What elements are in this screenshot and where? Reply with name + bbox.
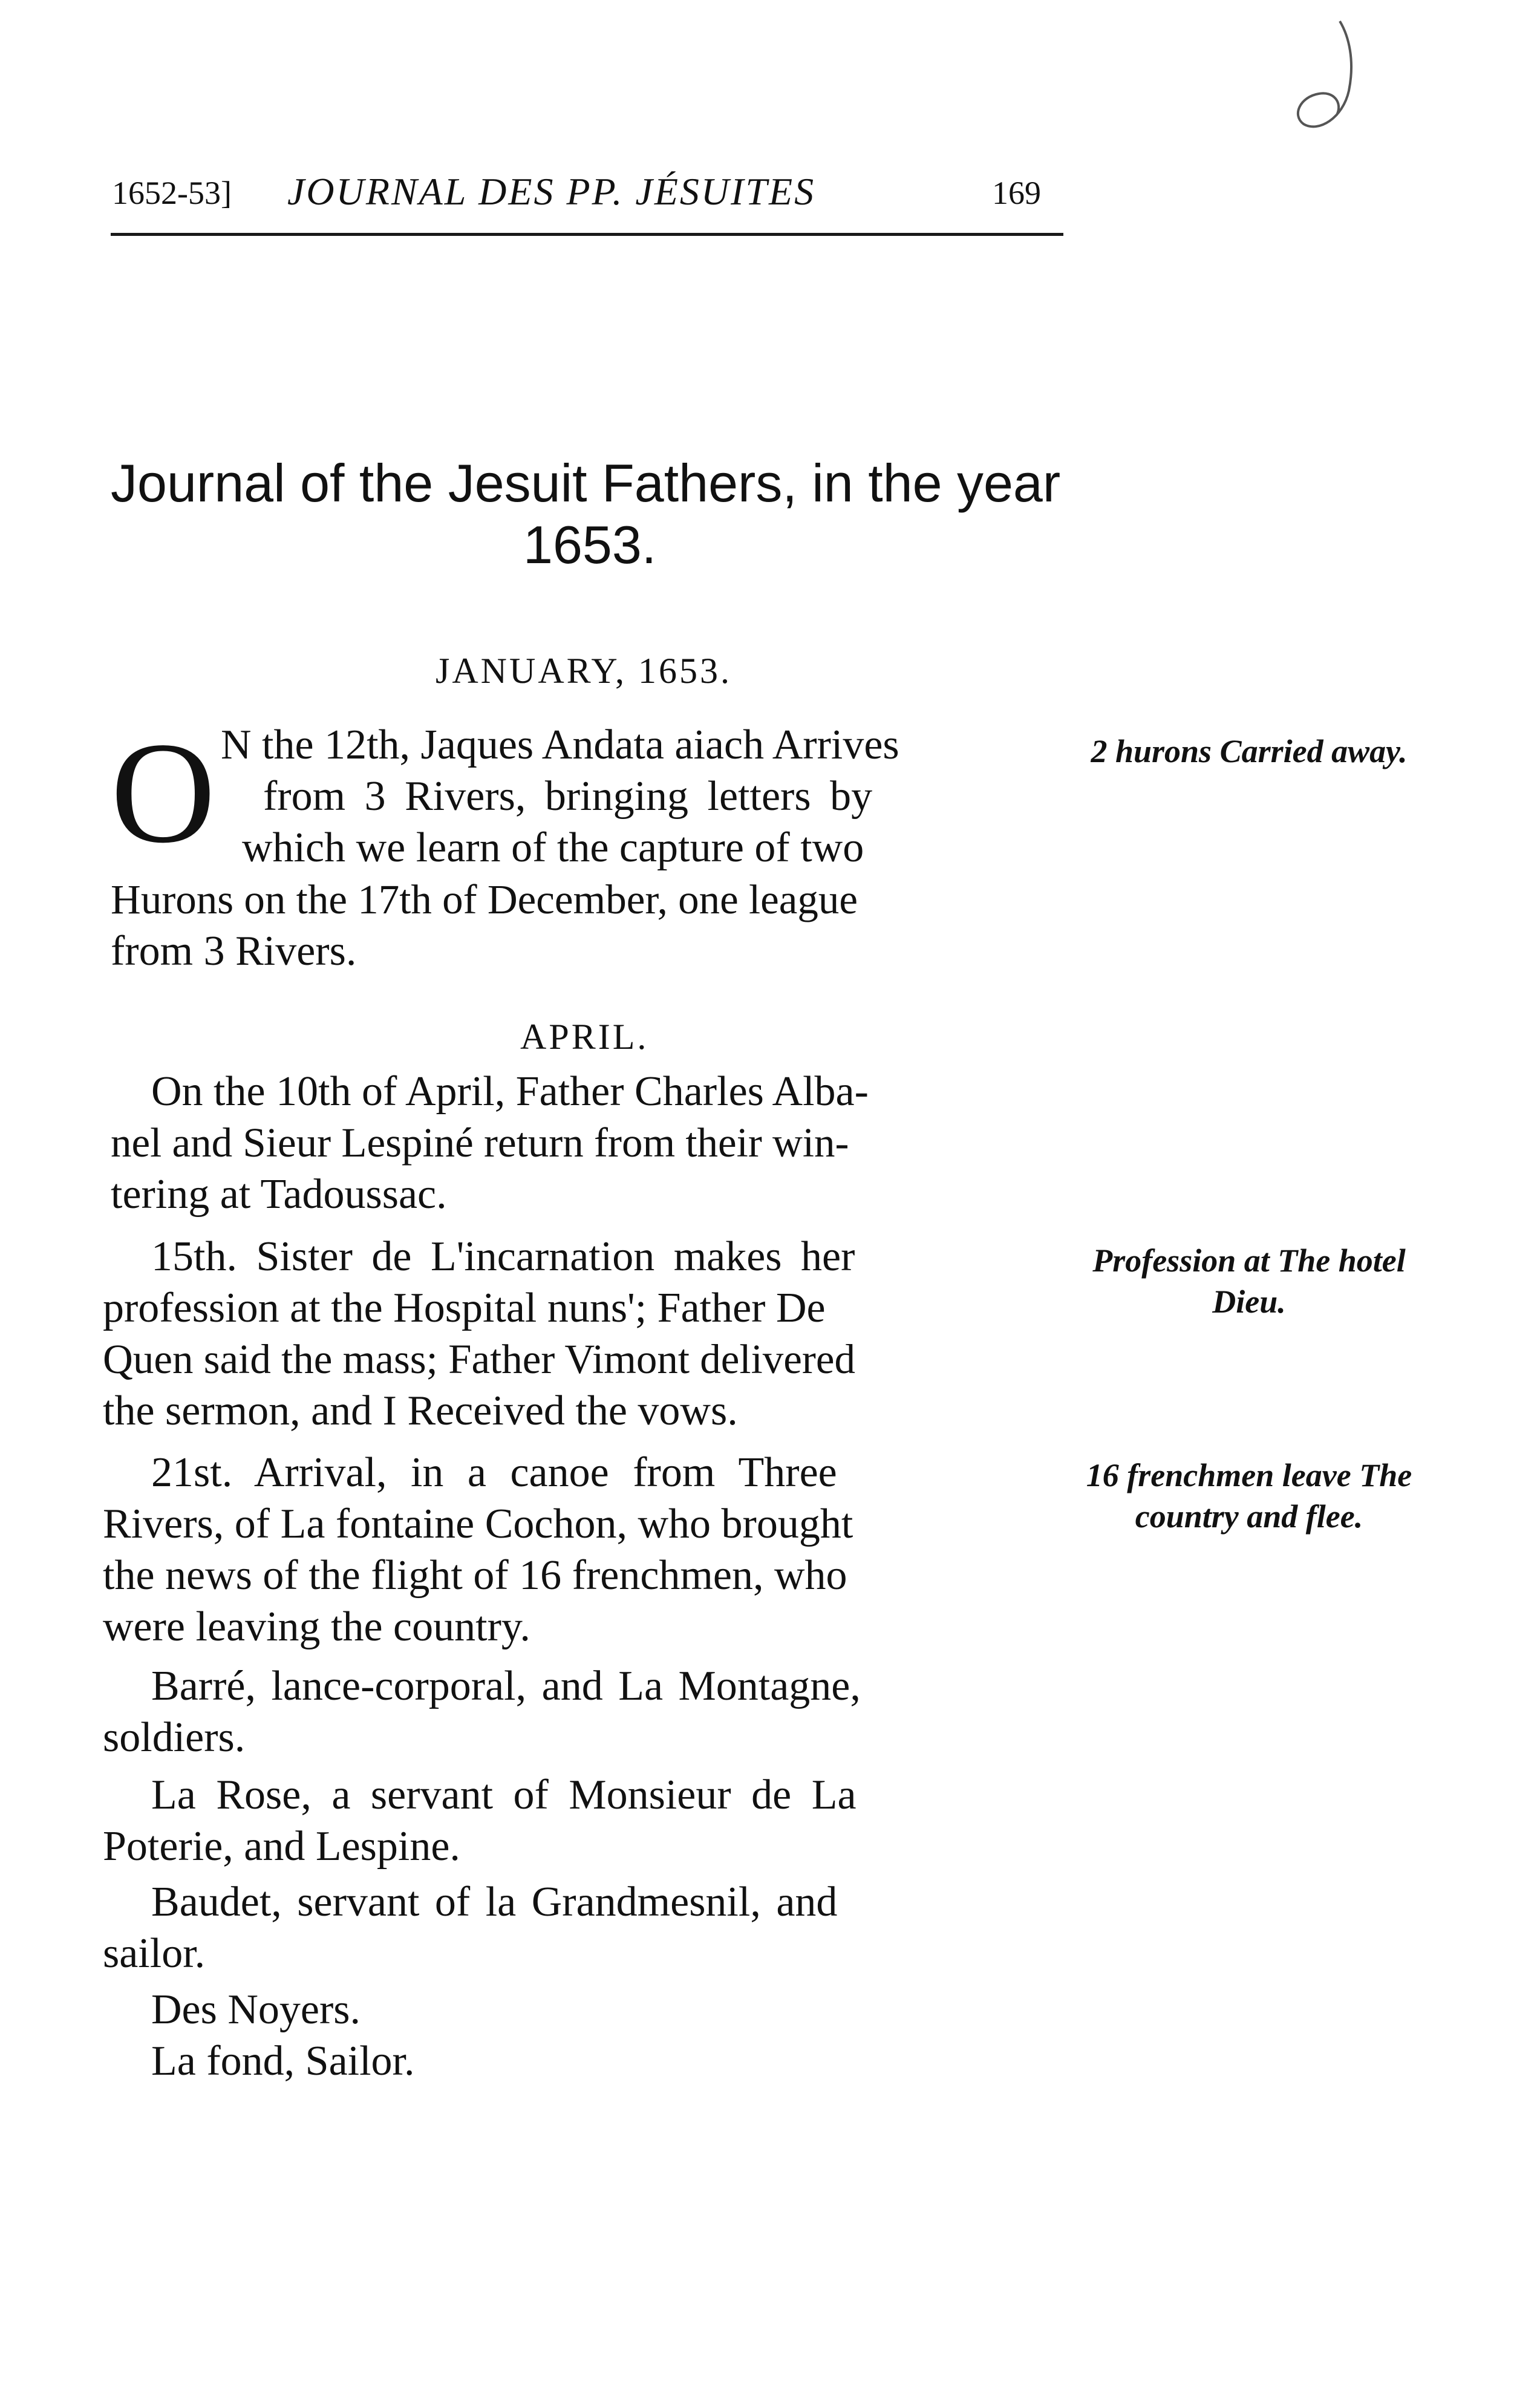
text-line: N the 12th, Jaques Andata aiach Arrives (221, 722, 899, 768)
header-rule (111, 233, 1063, 236)
text-line: from 3 Rivers. (111, 928, 357, 974)
text-line: La fond, Sailor. (151, 2038, 415, 2084)
text-line: the sermon, and I Received the vows. (103, 1388, 738, 1434)
drop-cap: O (111, 712, 216, 873)
section-heading-april: APRIL. (520, 1017, 649, 1057)
text-line: Poterie, and Lespine. (103, 1823, 460, 1870)
text-line: from 3 Rivers, bringing letters by (263, 773, 873, 820)
margin-note: 16 frenchmen leave The country and flee. (1086, 1457, 1412, 1535)
text-line: sailor. (103, 1930, 206, 1977)
text-line: which we learn of the capture of two (242, 824, 864, 871)
text-line: Rivers, of La fontaine Cochon, who brought (103, 1501, 853, 1547)
margin-note: 2 hurons Carried away. (1091, 733, 1408, 769)
text-line: 21st. Arrival, in a canoe from Three (151, 1449, 837, 1496)
text-line: Quen said the mass; Father Vimont delivered (103, 1336, 855, 1382)
text-line: Barré, lance-corporal, and La Montagne, (151, 1663, 861, 1709)
pencil-mark-icon (1282, 12, 1379, 151)
section-heading-january: JANUARY, 1653. (436, 651, 732, 691)
page-number: 169 (992, 175, 1041, 211)
page-title-line-1: Journal of the Jesuit Fathers, in the year (111, 453, 1061, 513)
text-line: were leaving the country. (103, 1604, 530, 1650)
text-line: Baudet, servant of la Grandmesnil, and (151, 1879, 838, 1925)
text-line: nel and Sieur Lespiné return from their win- (111, 1120, 849, 1166)
text-line: Des Noyers. (151, 1986, 361, 2033)
text-line: tering at Tadoussac. (111, 1171, 447, 1218)
text-line: the news of the flight of 16 frenchmen, who (103, 1552, 847, 1599)
page-title-line-2: 1653. (523, 515, 657, 575)
header-years: 1652-53] (112, 175, 232, 211)
running-title: JOURNAL DES PP. JÉSUITES (287, 170, 816, 213)
margin-note: Profession at The hotel Dieu. (1092, 1242, 1406, 1320)
text-line: profession at the Hospital nuns'; Father De (103, 1285, 826, 1331)
text-line: Hurons on the 17th of December, one league (111, 876, 858, 922)
text-line: soldiers. (103, 1714, 246, 1761)
text-line: 15th. Sister de L'incarnation makes her (151, 1233, 855, 1280)
text-line: On the 10th of April, Father Charles Alba- (151, 1068, 869, 1115)
text-line: La Rose, a servant of Monsieur de La (151, 1772, 857, 1818)
